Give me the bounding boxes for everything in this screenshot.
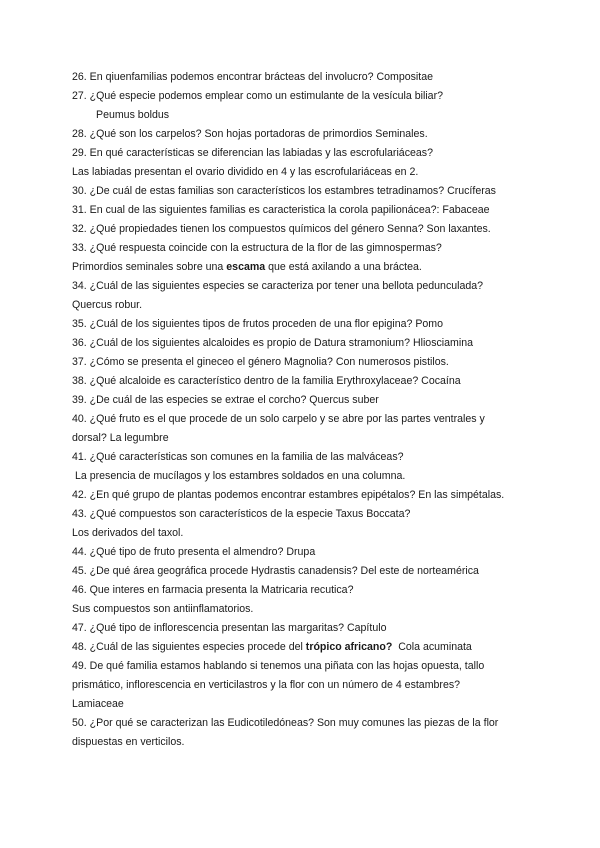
answer-line-36: 36. ¿Cuál de los siguientes alcaloides es propio de Datura stramonium? Hliosciamina bbox=[72, 337, 474, 349]
question-line-46: 46. Que interes en farmacia presenta la Matricaria recutica? bbox=[72, 584, 354, 596]
answer-line-33 bbox=[72, 261, 422, 274]
answer-line-41: La presencia de mucílagos y los estambres soldados en una columna. bbox=[75, 470, 406, 482]
answer-line-50: dispuestas en verticilos. bbox=[72, 736, 185, 748]
answer-line-34: Quercus robur. bbox=[72, 299, 143, 311]
answer-line-38: 38. ¿Qué alcaloide es característico dentro de la familia Erythroxylaceae? Cocaína bbox=[72, 375, 461, 387]
answer-line-29: Las labiadas presentan el ovario dividido en 4 y las escrofulariáceas en 2. bbox=[72, 166, 419, 178]
answer-line-40: dorsal? La legumbre bbox=[72, 432, 169, 444]
answer-line-30: 30. ¿De cuál de estas familias son característicos los estambres tetradinamos? Crucíferas bbox=[72, 185, 496, 197]
answer-line-27: Peumus boldus bbox=[96, 109, 170, 121]
answer-line-49: Lamiaceae bbox=[72, 698, 124, 710]
question-line-49b: prismático, inflorescencia en verticilastros y la flor con un número de 4 estambres? bbox=[72, 679, 461, 691]
question-line-49a: 49. De qué familia estamos hablando si tenemos una piñata con las hojas opuesta, tallo bbox=[72, 660, 485, 672]
answer-line-46: Sus compuestos son antiinflamatorios. bbox=[72, 603, 254, 615]
question-line-29: 29. En qué características se diferencian las labiadas y las escrofulariáceas? bbox=[72, 147, 433, 159]
question-line-40: 40. ¿Qué fruto es el que procede de un solo carpelo y se abre por las partes ventrales y bbox=[72, 413, 485, 425]
question-line-41: 41. ¿Qué características son comunes en la familia de las malváceas? bbox=[72, 451, 404, 463]
answer-text-pre: 48. ¿Cuál de las siguientes especies procede del bbox=[72, 641, 306, 653]
answer-text-bold: trópico africano? bbox=[305, 641, 393, 653]
answer-line-47: 47. ¿Qué tipo de inflorescencia presentan las margaritas? Capítulo bbox=[72, 622, 387, 634]
answer-text-post: Cola acuminata bbox=[392, 641, 472, 653]
answer-line-31: 31. En cual de las siguientes familias es caracteristica la corola papilionácea?: Fabaceae bbox=[72, 204, 490, 216]
question-line-43: 43. ¿Qué compuestos son característicos de la especie Taxus Boccata? bbox=[72, 508, 411, 520]
answer-line-43: Los derivados del taxol. bbox=[72, 527, 184, 539]
answer-text-bold: escama bbox=[226, 261, 266, 273]
answer-line-35: 35. ¿Cuál de los siguientes tipos de frutos proceden de una flor epigina? Pomo bbox=[72, 318, 444, 330]
answer-line-37: 37. ¿Cómo se presenta el gineceo el género Magnolia? Con numerosos pistilos. bbox=[72, 356, 449, 368]
question-line-34: 34. ¿Cuál de las siguientes especies se caracteriza por tener una bellota pedunculada? bbox=[72, 280, 484, 292]
answer-line-48 bbox=[72, 641, 472, 654]
answer-line-28: 28. ¿Qué son los carpelos? Son hojas portadoras de primordios Seminales. bbox=[72, 128, 428, 140]
answer-line-32: 32. ¿Qué propiedades tienen los compuestos químicos del género Senna? Son laxantes. bbox=[72, 223, 491, 235]
answer-text-post: que está axilando a una bráctea. bbox=[265, 261, 422, 273]
answer-text-pre: Primordios seminales sobre una bbox=[72, 261, 227, 273]
answer-line-45: 45. ¿De qué área geográfica procede Hydrastis canadensis? Del este de norteamérica bbox=[72, 565, 479, 577]
answer-line-39: 39. ¿De cuál de las especies se extrae el corcho? Quercus suber bbox=[72, 394, 379, 406]
question-line-27: 27. ¿Qué especie podemos emplear como un estimulante de la vesícula biliar? bbox=[72, 90, 443, 102]
answer-line-44: 44. ¿Qué tipo de fruto presenta el almendro? Drupa bbox=[72, 546, 316, 558]
question-line-50: 50. ¿Por qué se caracterizan las Eudicotiledóneas? Son muy comunes las piezas de la flor bbox=[72, 717, 499, 729]
answer-line-42: 42. ¿En qué grupo de plantas podemos encontrar estambres epipétalos? En las simpétalas. bbox=[72, 489, 505, 501]
answer-line-26: 26. En qiuenfamilias podemos encontrar brácteas del involucro? Compositae bbox=[72, 71, 433, 83]
question-line-33: 33. ¿Qué respuesta coincide con la estructura de la flor de las gimnospermas? bbox=[72, 242, 442, 254]
